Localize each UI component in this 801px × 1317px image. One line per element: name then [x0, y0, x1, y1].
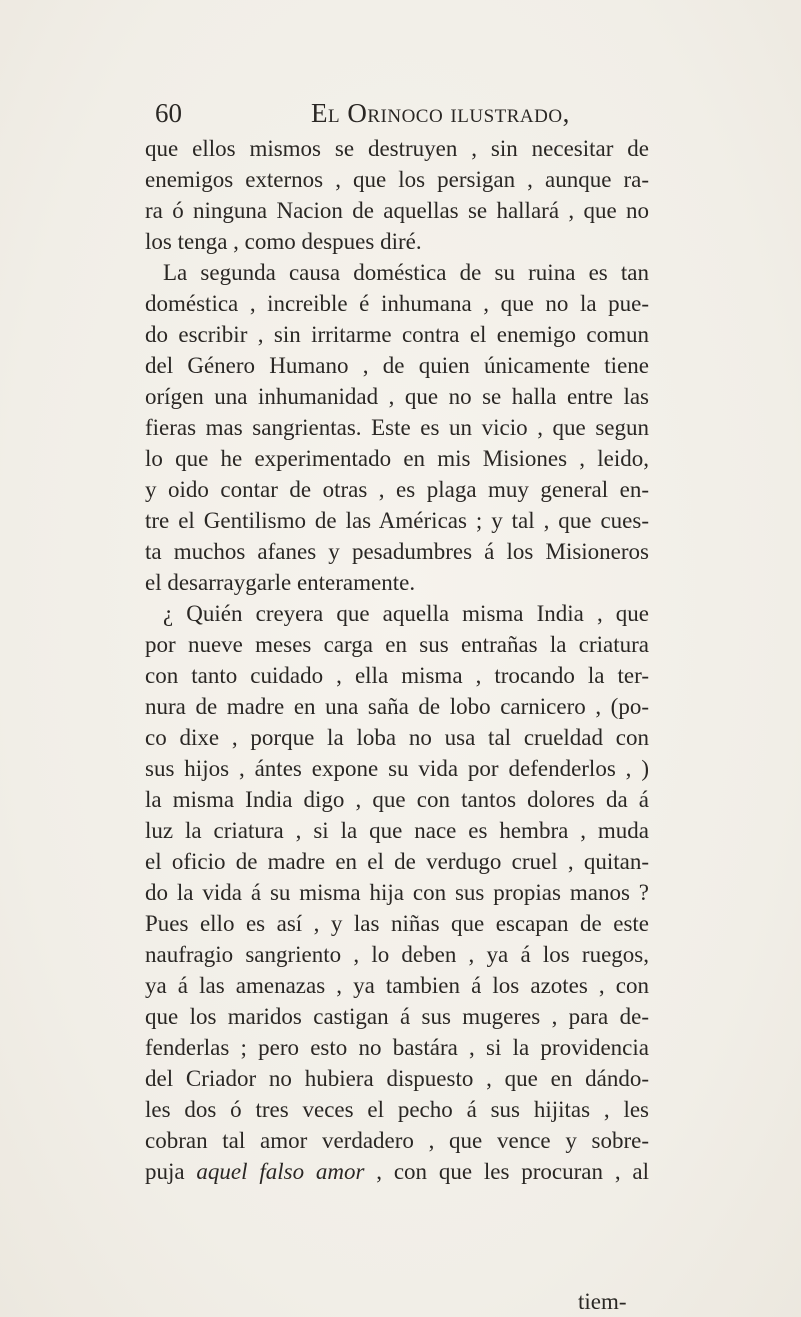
text-line: la misma India digo , que con tantos dolores da á	[145, 787, 649, 812]
text-line: do la vida á su misma hija con sus propias manos ?	[145, 880, 649, 905]
text-segment: puja	[145, 1159, 197, 1184]
text-line: luz la criatura , si la que nace es hembra , muda	[145, 818, 649, 843]
text-line: les dos ó tres veces el pecho á sus hijitas , les	[145, 1097, 649, 1122]
text-line: do escribir , sin irritarme contra el enemigo comun	[145, 322, 649, 347]
text-line: enemigos externos , que los persigan , aunque ra-	[145, 167, 649, 192]
text-line: naufragio sangriento , lo deben , ya á los ruegos,	[145, 942, 649, 967]
text-line	[145, 1156, 649, 1187]
page-header	[155, 96, 635, 130]
text-line: del Género Humano , de quien únicamente tiene	[145, 353, 649, 378]
text-line: ¿ Quién creyera que aquella misma India , que	[163, 601, 649, 626]
catchword: tiem-	[578, 1289, 627, 1314]
page-number: 60	[155, 98, 182, 128]
text-line: y oido contar de otras , es plaga muy general en-	[145, 477, 649, 502]
text-line: con tanto cuidado , ella misma , trocando la ter-	[145, 663, 649, 688]
running-title: El Orinoco ilustrado,	[311, 98, 570, 128]
text-line: cobran tal amor verdadero , que vence y sobre-	[145, 1128, 649, 1153]
text-line: Pues ello es así , y las niñas que escapan de este	[145, 911, 649, 936]
text-line: los tenga , como despues diré.	[145, 229, 422, 254]
text-line: el oficio de madre en el de verdugo cruel , quitan-	[145, 849, 649, 874]
body-text	[145, 133, 649, 1187]
italic-phrase: aquel falso amor	[196, 1159, 365, 1184]
text-line: ya á las amenazas , ya tambien á los azotes , con	[145, 973, 649, 998]
text-line: el desarraygarle enteramente.	[145, 570, 416, 595]
text-line: que los maridos castigan á sus mugeres , para de-	[145, 1004, 649, 1029]
text-line: co dixe , porque la loba no usa tal crueldad con	[145, 725, 649, 750]
text-segment: , con que les procuran , al	[364, 1159, 649, 1184]
text-line: sus hijos , ántes expone su vida por defenderlos , )	[145, 756, 649, 781]
text-line: del Criador no hubiera dispuesto , que en dándo-	[145, 1066, 649, 1091]
text-line: fieras mas sangrientas. Este es un vicio , que segun	[145, 415, 649, 440]
text-line: ra ó ninguna Nacion de aquellas se hallará , que no	[145, 198, 649, 223]
text-line: La segunda causa doméstica de su ruina es tan	[163, 260, 649, 285]
text-line: tre el Gentilismo de las Américas ; y tal , que cues-	[145, 508, 649, 533]
text-line: doméstica , increible é inhumana , que no la pue-	[145, 291, 649, 316]
text-line: nura de madre en una saña de lobo carnicero , (po-	[145, 694, 649, 719]
text-line: lo que he experimentado en mis Misiones , leido,	[145, 446, 649, 471]
text-line: orígen una inhumanidad , que no se halla entre las	[145, 384, 649, 409]
text-line: ta muchos afanes y pesadumbres á los Misioneros	[145, 539, 649, 564]
text-line: por nueve meses carga en sus entrañas la criatura	[145, 632, 649, 657]
text-line: fenderlas ; pero esto no bastára , si la providencia	[145, 1035, 649, 1060]
text-line: que ellos mismos se destruyen , sin necesitar de	[145, 136, 649, 161]
